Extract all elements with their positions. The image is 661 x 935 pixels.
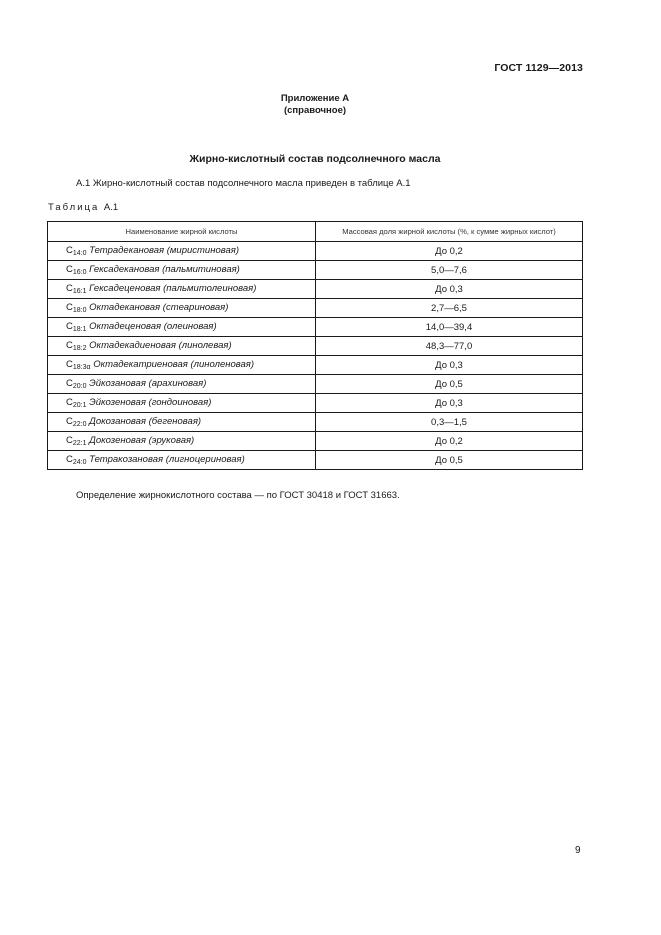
acid-cell [48, 432, 316, 451]
table-row [48, 299, 583, 318]
acid-name: Октадекановая (стеариновая) [89, 302, 229, 313]
acid-share: 14,0—39,4 [316, 318, 583, 337]
acid-cell [48, 261, 316, 280]
acid-share: До 0,2 [316, 432, 583, 451]
acid-share: 48,3—77,0 [316, 337, 583, 356]
annex-title: Приложение А [280, 93, 350, 104]
acid-code-sub: 20:1 [72, 402, 87, 409]
acid-code: C [66, 264, 73, 275]
table-row [48, 394, 583, 413]
acid-name: Докозеновая (эруковая) [89, 435, 195, 446]
acid-name: Октадекатриеновая (линоленовая) [93, 359, 255, 370]
acid-name: Докозановая (бегеновая) [89, 416, 202, 427]
table-row [48, 337, 583, 356]
acid-code: C [66, 359, 73, 370]
acid-share: До 0,5 [316, 451, 583, 470]
section-title: Жирно-кислотный состав подсолнечного масла [189, 153, 441, 165]
page-number: 9 [575, 845, 581, 856]
acid-cell [48, 375, 316, 394]
acid-cell [48, 337, 316, 356]
acid-code: C [66, 302, 73, 313]
acid-cell [48, 451, 316, 470]
acid-name: Гексадеценовая (пальмитолеиновая) [89, 283, 257, 294]
table-row [48, 451, 583, 470]
table-caption-number: А.1 [103, 202, 119, 213]
annex-status: (справочное) [283, 105, 347, 116]
table-row [48, 261, 583, 280]
table-caption-label: Таблица [48, 202, 100, 213]
acid-share: 0,3—1,5 [316, 413, 583, 432]
table-header-row [48, 222, 583, 242]
acid-code: C [66, 416, 73, 427]
acid-share: До 0,3 [316, 394, 583, 413]
acid-name: Эйкозеновая (гондоиновая) [89, 397, 212, 408]
acid-code: C [66, 245, 73, 256]
acid-code-sub: 18:2 [72, 345, 87, 352]
acid-code-sub: 18:1 [72, 326, 87, 333]
table-row [48, 375, 583, 394]
acid-code: C [66, 435, 73, 446]
acid-share: 2,7—6,5 [316, 299, 583, 318]
table-row [48, 318, 583, 337]
footer-note: Определение жирнокислотного состава — по ГОСТ 30418 и ГОСТ 31663. [76, 490, 400, 501]
acid-code: C [66, 340, 73, 351]
acid-code: C [66, 378, 73, 389]
table-caption [48, 202, 118, 213]
acid-share: До 0,5 [316, 375, 583, 394]
intro-paragraph: А.1 Жирно-кислотный состав подсолнечного масла приведен в таблице А.1 [76, 178, 411, 189]
table-row [48, 356, 583, 375]
acid-cell [48, 242, 316, 261]
acid-code-sub: 20:0 [72, 383, 87, 390]
acid-code-sub: 22:1 [72, 440, 87, 447]
fatty-acid-table [47, 221, 583, 470]
acid-cell [48, 356, 316, 375]
acid-code: C [66, 454, 73, 465]
acid-name: Эйкозановая (арахиновая) [89, 378, 207, 389]
acid-cell [48, 394, 316, 413]
acid-cell [48, 299, 316, 318]
acid-cell [48, 318, 316, 337]
column-header-name: Наименование жирной кислоты [48, 222, 316, 242]
table-row [48, 242, 583, 261]
acid-code: C [66, 321, 73, 332]
acid-code: C [66, 283, 73, 294]
acid-name: Октадеценовая (олеиновая) [89, 321, 217, 332]
acid-name: Тетракозановая (лигноцериновая) [89, 454, 245, 465]
table-body [48, 242, 583, 470]
acid-code: C [66, 397, 73, 408]
annex-heading [0, 93, 630, 117]
acid-cell [48, 280, 316, 299]
acid-name: Октадекадиеновая (линолевая) [89, 340, 232, 351]
standard-designation: ГОСТ 1129—2013 [494, 62, 583, 74]
acid-share: До 0,2 [316, 242, 583, 261]
table-row [48, 280, 583, 299]
acid-share: До 0,3 [316, 280, 583, 299]
table-row [48, 432, 583, 451]
acid-cell [48, 413, 316, 432]
column-header-share: Массовая доля жирной кислоты (%, к сумме жирных кислот) [316, 222, 583, 242]
acid-share: 5,0—7,6 [316, 261, 583, 280]
acid-name: Гексадекановая (пальмитиновая) [89, 264, 240, 275]
acid-code-sub: 16:1 [72, 288, 87, 295]
acid-code-sub: 24:0 [72, 459, 87, 466]
acid-code-sub: 18:3α [72, 364, 91, 371]
acid-name: Тетрадекановая (миристиновая) [89, 245, 239, 256]
acid-code-sub: 16:0 [72, 269, 87, 276]
acid-code-sub: 18:0 [72, 307, 87, 314]
table-row [48, 413, 583, 432]
acid-share: До 0,3 [316, 356, 583, 375]
acid-code-sub: 22:0 [72, 421, 87, 428]
acid-code-sub: 14:0 [72, 250, 87, 257]
